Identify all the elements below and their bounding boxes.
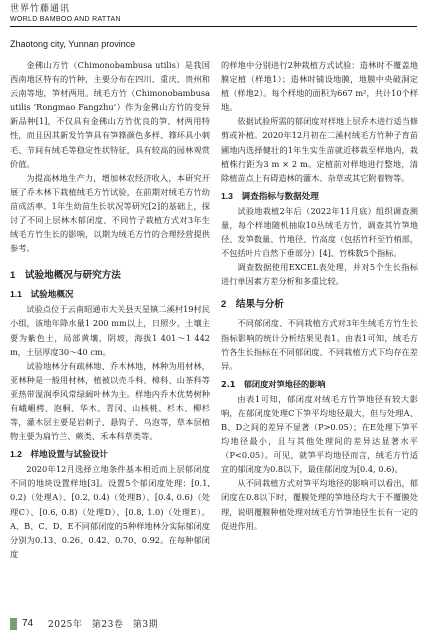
section-2-1-paragraph-2: 从不同栽植方式对笋平均地径的影响可以看出，郁闭度在0.8以下时，覆膜处理的笋地径均大于不覆膜处理，说明覆膜种植处理对绒毛方竹笋地径生长有一定的促进作用。: [221, 478, 418, 531]
section-1-2-paragraph-1: 2020年12月选择立地条件基本相近而上层郁闭度不同的地块设置样地[3]。设置5个郁闭度处理：[0.1, 0.2)（处理A）、[0.2, 0.4)（处理B）、[0.4, 0.6)（处理C）、[0.6, 0.8)（处理D）、[0.8, 1.0)（处理E）。A、B、C、D、E不同郁闭度的5种样地林分实际郁闭度分别为0.13、0.26、0.42、0.70、0.92。在每种郁闭度: [10, 464, 210, 559]
intro-paragraph-2: 为提高林地生产力，增加林农经济收入，本研究开展了乔木林下栽植绒毛方竹试验，在前期对绒毛方竹幼苗成活率、1年生幼苗生长状况等研究[2]的基础上，探讨了不同上层林木郁闭度、不同竹子栽植方式对3年生绒毛方竹生长的影响，以期为绒毛方竹的合理经营提供参考。: [10, 172, 210, 254]
section-1-2-heading: 1.2 样地设置与试验设计: [10, 449, 108, 460]
section-1-1-paragraph-1: 试验点位于云南昭通市大关县天星镇二溪村19村民小组，该地年降水量1 200 mm以上，日照少，土壤主要为紫色土，局部黄壤，阴坡，海拔1 401～1 442 m，土层厚度30～40 cm。: [10, 304, 210, 357]
section-1-2-paragraph-2: 的样地中分别进行2种栽植方式试验：造林时不覆盖地膜定植（样地1）；造林时铺设地膜，地膜中央破洞定植（样地2）。每个样地的面积为667 m²，共计10个样地。: [221, 60, 418, 113]
section-2-heading: 2 结果与分析: [221, 299, 284, 311]
intro-paragraph-1: 金佛山方竹（Chimonobambusa utilis）是我国西南地区特有的竹种，主要分布在四川、重庆、贵州和云南等地，笋材两用。绒毛方竹（Chimonobambusa utilis ‘Rongmao Fangzhu’）作为金佛山方竹的变异新品种[1]，不仅具有金佛山方竹优良的笋、材两用特性，而且因其新发竹笋具有笋箨颜色多样、箨环具小刺毛、节间有绒毛等稳定性状特征，具有较高的园林观赏价值。: [10, 60, 210, 169]
section-1-3-paragraph-2: 调查数据使用EXCEL表处理，并对5个生长指标进行单因素方差分析和多重比较。: [221, 262, 418, 287]
section-1-3-paragraph-1: 试验地栽植2年后（2022年11月底）组织调查测量，每个样地随机抽取10丛绒毛方竹，调查其竹笋地径、发笋数量、竹地径、竹高度（包括竹秆至竹梢部，不包括叶片自然下垂部分）[4]、竹株数5个指标。: [221, 205, 418, 259]
section-2-1-heading: 2.1 郁闭度对笋地径的影响: [221, 378, 326, 389]
page-marker-block: [10, 618, 17, 630]
journal-title-en: WORLD BAMBOO AND RATTAN: [10, 16, 121, 23]
right-column: [221, 58, 418, 533]
page-number: 74: [22, 618, 34, 629]
issue-info: 2025年 第23卷 第3期: [48, 620, 159, 630]
page-footer: [10, 617, 417, 635]
section-1-3-heading: 1.3 调查指标与数据处理: [221, 190, 319, 201]
journal-title-cn: 世界竹藤通讯: [10, 4, 71, 14]
section-1-1-paragraph-2: 试验地林分有疏林地、乔木林地，林种为用材林，亚林种是一般用材林，植被以壳斗科、樟科、山茶科等亚热带湿润季风常绿阔叶林为主。样地内乔木优势树种有峨嵋栲、泡桐、华木、青冈、山核桃、杉木、柳杉等，灌木层主要是岩刺子、悬钩子、乌泡等，草本层植物主要为扁竹兰、蕨类、禾本科草类等。: [10, 360, 210, 442]
header-rule: [10, 26, 417, 27]
affiliation: Zhaotong city, Yunnan province: [10, 39, 136, 49]
section-2-1-paragraph-1: 由表1可知，郁闭度对绒毛方竹笋地径有较大影响，在郁闭度处理C下笋平均地径最大，但与处理A、B、D之间的差异不显著（P>0.05）；在E处理下笋平均地径最小，且与其他处理间的差异达显著水平（P<0.05）。可见，就笋平均地径而言，绒毛方竹适宜的郁闭度为0.8以下，最佳郁闭度为[0.4, 0.6)。: [221, 393, 418, 475]
section-1-2-paragraph-3: 依据试验所需的郁闭度对样地上层乔木进行适当修剪或补植。2020年12月初在二溪村绒毛方竹种子育苗圃地内选择健壮的1年生实生苗就近移栽至样地内，栽植株行距为3 m × 2 m。定植前对样地进行整地，清除植苗点上有碍造林的灌木、杂草或其它附着物等。: [221, 116, 418, 183]
left-column: [10, 58, 210, 561]
section-2-paragraph-1: 不同郁闭度、不同栽植方式对3年生绒毛方竹生长指标影响的统计分析结果见表1。由表1可知，绒毛方竹各生长指标在不同郁闭度、不同栽植方式下均存在差异。: [221, 318, 418, 371]
section-1-1-heading: 1.1 试验地概况: [10, 289, 74, 300]
section-1-heading: 1 试验地概况与研究方法: [10, 270, 121, 282]
journal-header: [10, 4, 417, 32]
